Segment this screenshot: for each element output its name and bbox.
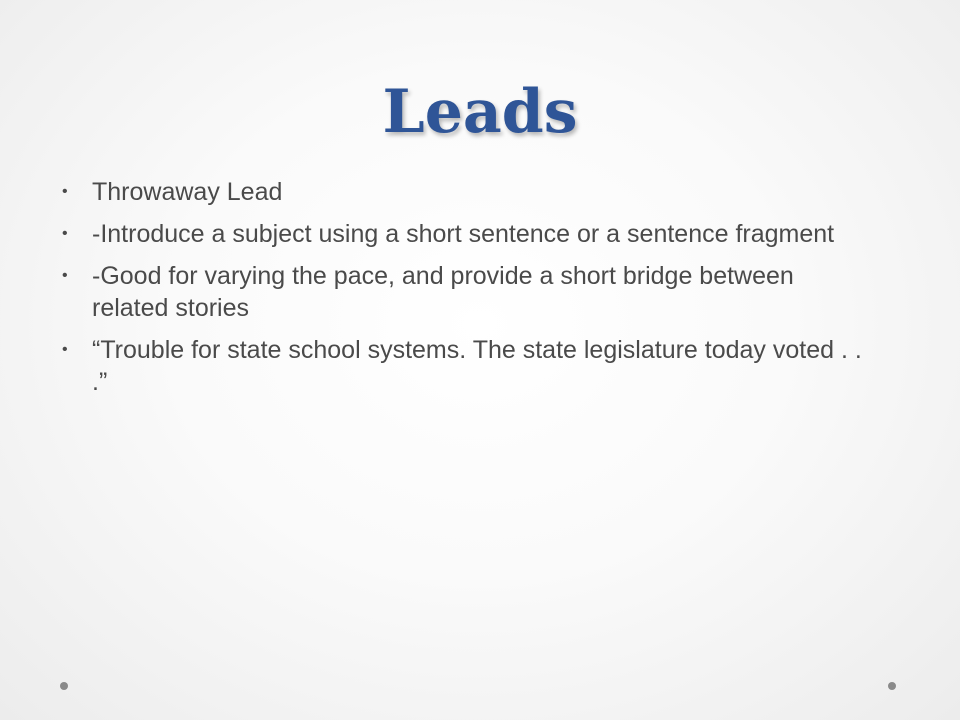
bullet-item: [62, 334, 862, 398]
decorative-dot-left-icon: [60, 682, 68, 690]
bullet-dot-icon: •: [62, 267, 68, 284]
bullet-item: [62, 218, 862, 250]
bullet-list: [62, 176, 862, 408]
bullet-dot-icon: •: [62, 341, 68, 358]
decorative-dot-right-icon: [888, 682, 896, 690]
bullet-dot-icon: •: [62, 183, 68, 200]
bullet-item: [62, 176, 862, 208]
bullet-text: -Introduce a subject using a short sentence or a sentence fragment: [92, 220, 835, 248]
bullet-item: [62, 260, 862, 324]
bullet-text: Throwaway Lead: [92, 178, 283, 206]
bullet-text: -Good for varying the pace, and provide a short bridge between related stories: [92, 262, 794, 322]
bullet-text: “Trouble for state school systems. The state legislature today voted . . .”: [92, 336, 862, 396]
bullet-dot-icon: •: [62, 225, 68, 242]
slide-title: Leads: [382, 77, 578, 147]
